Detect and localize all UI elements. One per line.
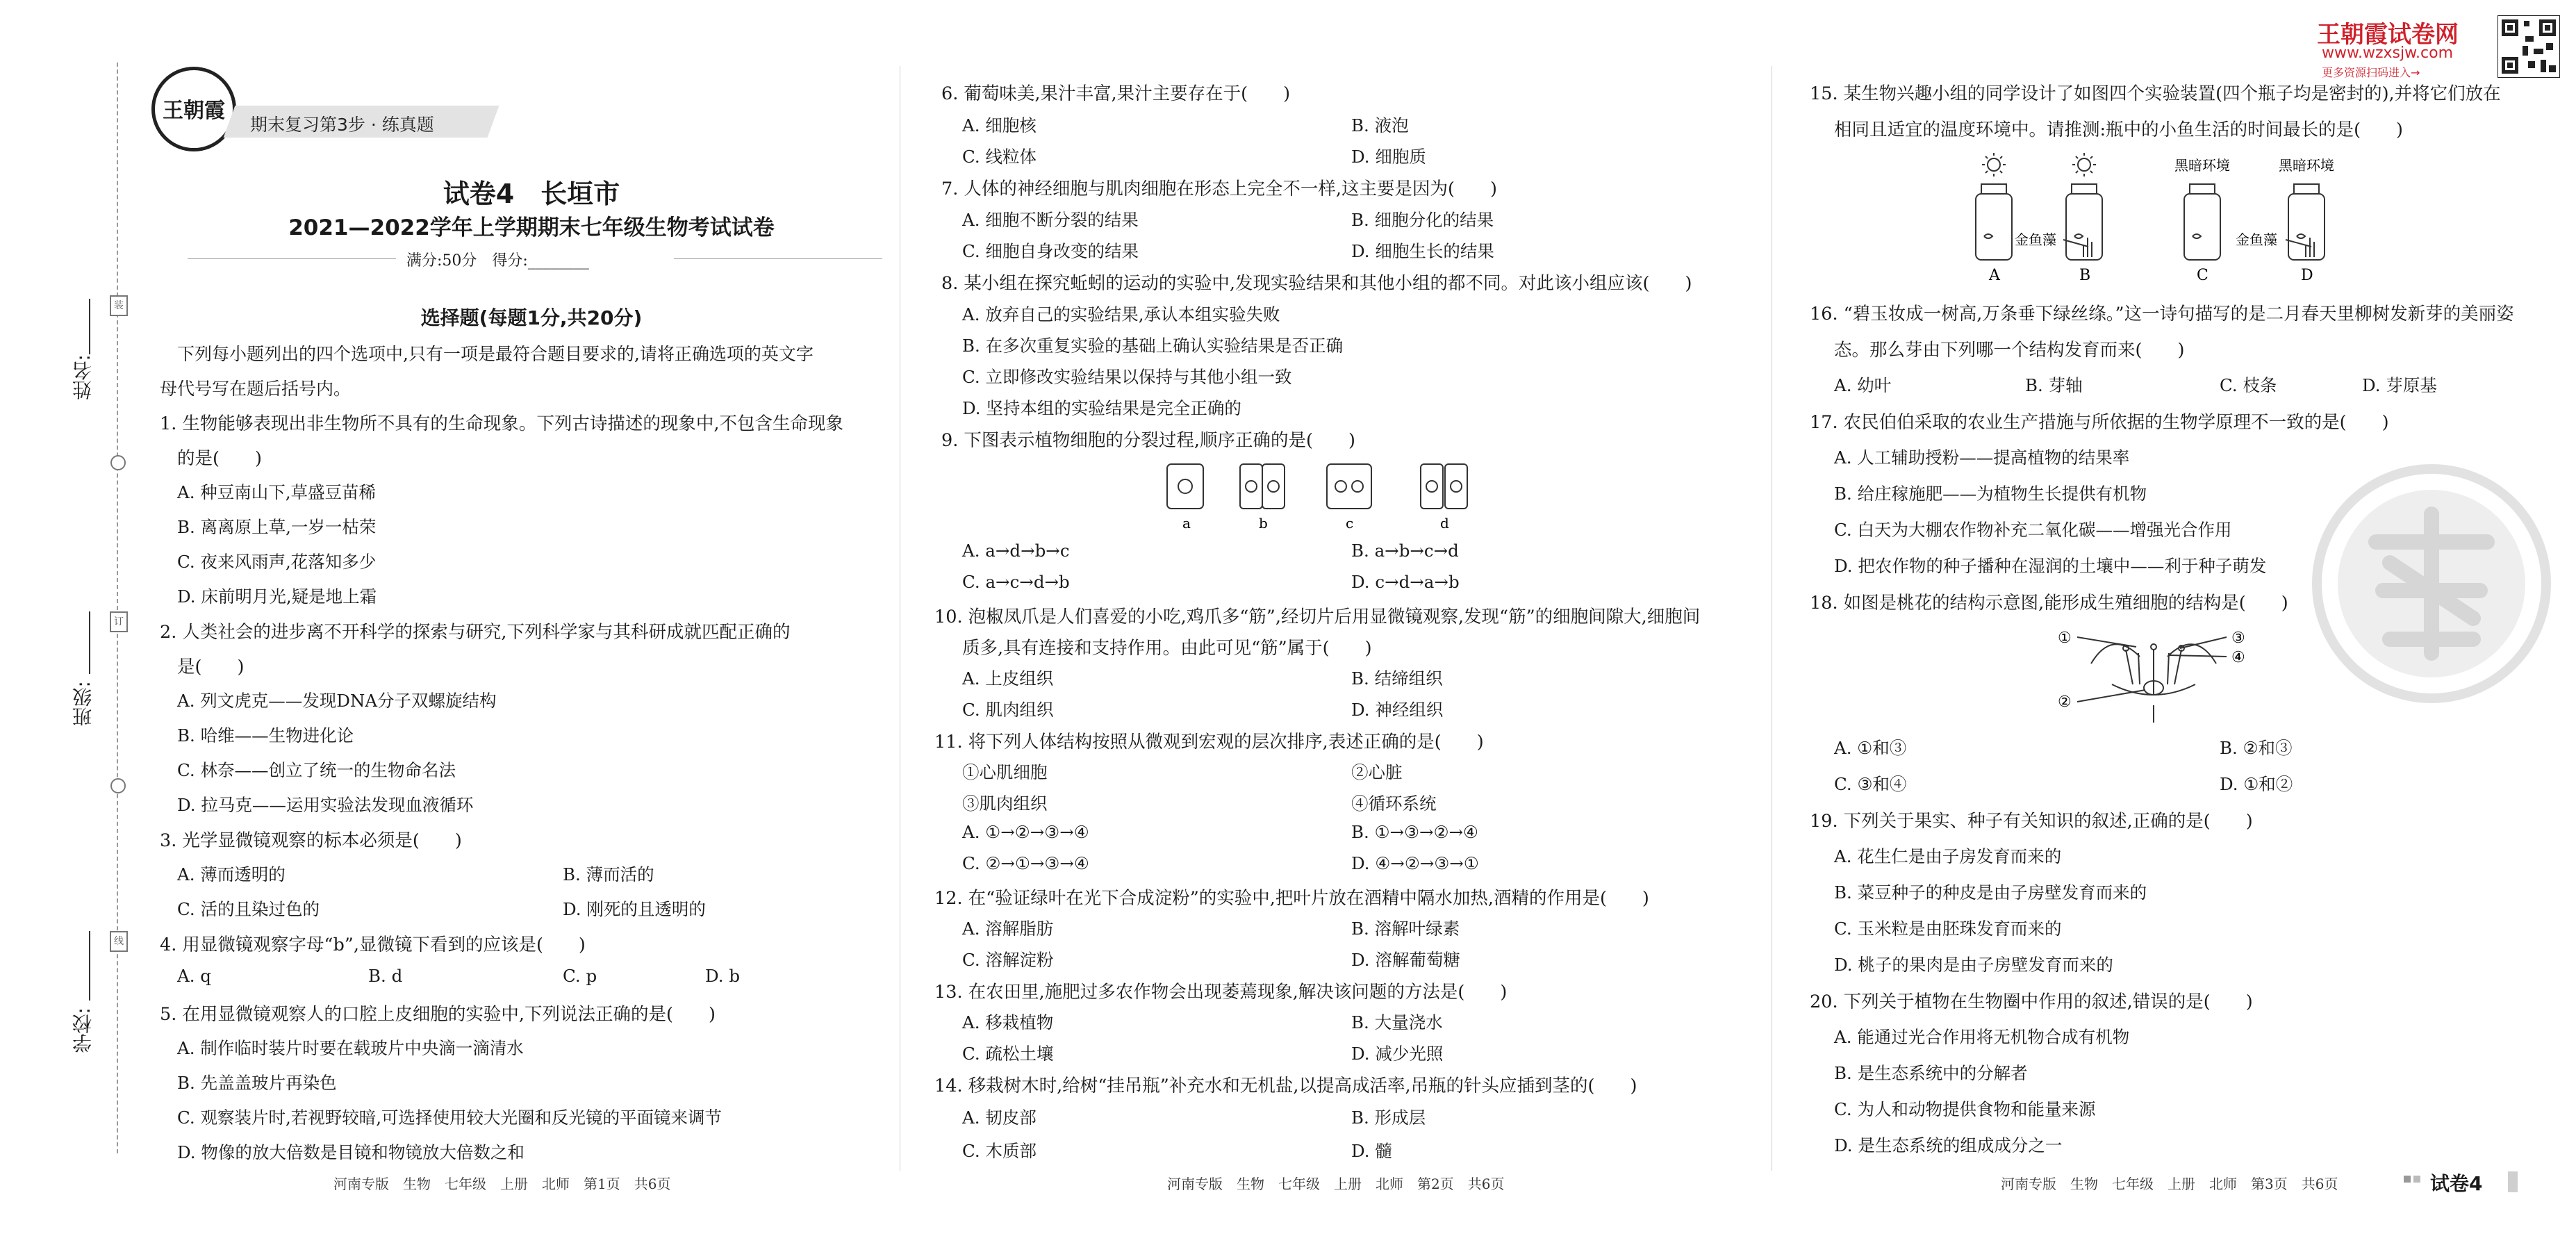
q1-stem: 1. 生物能够表现出非生物所不具有的生命现象。下列古诗描述的现象中,不包含生命现象 — [160, 413, 844, 434]
q15-bottles-figure — [1945, 149, 2473, 288]
bind-mark-2: 订 — [110, 611, 128, 632]
name-label: 姓名: — [72, 354, 94, 400]
q1-option-a[interactable]: A. 种豆南山下,草盛豆苗稀 — [177, 482, 377, 502]
badge-dot — [2413, 1176, 2420, 1183]
q15-dark-label-c: 黑暗环境 — [2174, 157, 2230, 174]
punch-hole — [110, 455, 126, 470]
q18-option-b[interactable]: B. ②和③ — [2220, 738, 2293, 758]
q11-option-a[interactable]: A. ①→②→③→④ — [962, 822, 1089, 842]
q4-stem: 4. 用显微镜观察字母“b”,显微镜下看到的应该是( ) — [160, 935, 586, 955]
score-rule-left — [188, 258, 396, 259]
q15-dark-label-d: 黑暗环境 — [2279, 157, 2334, 174]
q13-option-d[interactable]: D. 减少光照 — [1351, 1044, 1444, 1064]
q7-option-b[interactable]: B. 细胞分化的结果 — [1351, 210, 1494, 230]
q18-option-d[interactable]: D. ①和② — [2220, 774, 2293, 794]
q11-item-4: ④循环系统 — [1351, 793, 1437, 814]
q6-option-b[interactable]: B. 液泡 — [1351, 115, 1409, 135]
q6-option-d[interactable]: D. 细胞质 — [1351, 147, 1426, 167]
site-slogan: 更多资源扫码进入→ — [2322, 66, 2420, 79]
q19-option-c[interactable]: C. 玉米粒是由胚珠发育而来的 — [1834, 919, 2062, 939]
q18-flower-figure — [2049, 622, 2279, 726]
q16-option-b[interactable]: B. 芽轴 — [2025, 375, 2083, 395]
q9-fig-label-b: b — [1259, 515, 1268, 532]
q20-stem: 20. 下列关于植物在生物圈中作用的叙述,错误的是( ) — [1810, 991, 2253, 1012]
q13-stem: 13. 在农田里,施肥过多农作物会出现萎蔫现象,解决该问题的方法是( ) — [934, 982, 1508, 1003]
q12-option-a[interactable]: A. 溶解脂肪 — [962, 919, 1054, 939]
q15-stem: 15. 某生物兴趣小组的同学设计了如图四个实验装置(四个瓶子均是密封的),并将它们放在 — [1810, 83, 2501, 104]
q10-option-c[interactable]: C. 肌肉组织 — [962, 700, 1054, 720]
badge-tab — [2508, 1171, 2518, 1192]
q6-option-c[interactable]: C. 线粒体 — [962, 147, 1037, 167]
name-blank — [89, 299, 90, 354]
q5-option-c[interactable]: C. 观察装片时,若视野较暗,可选择使用较大光圈和反光镜的平面镜来调节 — [177, 1108, 723, 1128]
q13-option-b[interactable]: B. 大量浇水 — [1351, 1012, 1443, 1032]
bottle-a — [1976, 194, 2012, 260]
bind-mark-3: 线 — [110, 931, 128, 952]
q7-option-c[interactable]: C. 细胞自身改变的结果 — [962, 241, 1139, 261]
q18-option-c[interactable]: C. ③和④ — [1834, 774, 1907, 794]
q20-option-d[interactable]: D. 是生态系统的组成成分之一 — [1834, 1135, 2063, 1155]
q7-stem: 7. 人体的神经细胞与肌肉细胞在形态上完全不一样,这主要是因为( ) — [941, 179, 1497, 199]
class-blank — [89, 611, 90, 674]
q17-stem: 17. 农民伯伯采取的农业生产措施与所依据的生物学原理不一致的是( ) — [1810, 412, 2389, 433]
q11-option-c[interactable]: C. ②→①→③→④ — [962, 853, 1089, 873]
q14-option-c[interactable]: C. 木质部 — [962, 1141, 1037, 1161]
q9-option-b[interactable]: B. a→b→c→d — [1351, 541, 1459, 561]
q4-option-d[interactable]: D. b — [705, 966, 741, 986]
section-title: 选择题(每题1分,共20分) — [420, 306, 643, 329]
qr-code-icon[interactable] — [2497, 15, 2560, 78]
q5-option-b[interactable]: B. 先盖盖玻片再染色 — [177, 1073, 337, 1093]
q14-option-a[interactable]: A. 韧皮部 — [962, 1108, 1037, 1128]
q8-stem: 8. 某小组在探究蚯蚓的运动的实验中,发现实验结果和其他小组的都不同。对此该小组应该( ) — [941, 273, 1692, 294]
bottle-d-cap — [2294, 184, 2319, 194]
q10-stem: 10. 泡椒凤爪是人们喜爱的小吃,鸡爪多“筋”,经切片后用显微镜观察,发现“筋”的细胞间隙大,细胞间 — [934, 607, 1701, 627]
pondweed-d — [2306, 238, 2314, 257]
q16-stem: 16. “碧玉妆成一树高,万条垂下绿丝绦。”这一诗句描写的是二月春天里柳树发新芽的美丽姿 — [1810, 304, 2514, 324]
bottle-a-cap — [1981, 184, 2006, 194]
q18-option-a[interactable]: A. ①和③ — [1834, 738, 1907, 758]
bottle-c — [2184, 194, 2220, 260]
q11-option-d[interactable]: D. ④→②→③→① — [1351, 853, 1479, 873]
q10-option-a[interactable]: A. 上皮组织 — [962, 668, 1054, 689]
petal-left — [2091, 644, 2140, 664]
q16-option-d[interactable]: D. 芽原基 — [2362, 375, 2437, 395]
badge-dot — [2404, 1176, 2411, 1183]
q8-option-b[interactable]: B. 在多次重复实验的基础上确认实验结果是否正确 — [962, 336, 1344, 356]
q9-option-a[interactable]: A. a→d→b→c — [962, 541, 1070, 561]
q20-option-a[interactable]: A. 能通过光合作用将无机物合成有机物 — [1834, 1027, 2130, 1047]
q16-stem-cont: 态。那么芽由下列哪一个结构发育而来( ) — [1834, 340, 2185, 361]
q11-stem: 11. 将下列人体结构按照从微观到宏观的层次排序,表述正确的是( ) — [934, 732, 1484, 752]
intro-line-2: 母代号写在题后括号内。 — [160, 379, 352, 399]
q16-option-c[interactable]: C. 枝条 — [2220, 375, 2277, 395]
q15-fig-label-a: A — [1989, 267, 2000, 284]
q6-stem: 6. 葡萄味美,果汁丰富,果汁主要存在于( ) — [941, 83, 1291, 104]
q17-option-a[interactable]: A. 人工辅助授粉——提高植物的结果率 — [1834, 447, 2130, 468]
q18-label-1: ① — [2058, 629, 2072, 647]
bottle-b-cap — [2072, 184, 2097, 194]
q6-option-a[interactable]: A. 细胞核 — [962, 115, 1037, 135]
q9-cell-c — [1327, 464, 1371, 509]
q12-option-b[interactable]: B. 溶解叶绿素 — [1351, 919, 1460, 939]
q4-option-b[interactable]: B. d — [368, 966, 403, 986]
q9-fig-label-d: d — [1440, 515, 1449, 532]
q11-item-3: ③肌肉组织 — [962, 793, 1048, 814]
q3-option-d[interactable]: D. 刚死的且透明的 — [563, 899, 706, 919]
q12-stem: 12. 在“验证绿叶在光下合成淀粉”的实验中,把叶片放在酒精中隔水加热,酒精的作用是( ) — [934, 888, 1649, 909]
q2-stem-cont: 是( ) — [177, 657, 245, 677]
q10-option-b[interactable]: B. 结缔组织 — [1351, 668, 1443, 689]
q17-option-b[interactable]: B. 给庄稼施肥——为植物生长提供有机物 — [1834, 484, 2147, 504]
q17-option-c[interactable]: C. 白天为大棚农作物补充二氧化碳——增强光合作用 — [1834, 520, 2232, 540]
binding-line — [117, 63, 118, 1153]
intro-line-1: 下列每小题列出的四个选项中,只有一项是最符合题目要求的,请将正确选项的英文字 — [177, 344, 814, 364]
score-line: 满分:50分 得分:________ — [406, 252, 589, 270]
q9-fig-label-a: a — [1182, 515, 1191, 532]
paper-badge: 试卷4 — [2430, 1172, 2483, 1195]
q9-cell-division-figure — [1153, 459, 1514, 535]
q9-option-d[interactable]: D. c→d→a→b — [1351, 572, 1460, 592]
q18-stem: 18. 如图是桃花的结构示意图,能形成生殖细胞的结构是( ) — [1810, 593, 2288, 614]
q7-option-a[interactable]: A. 细胞不断分裂的结果 — [962, 210, 1139, 230]
q5-stem: 5. 在用显微镜观察人的口腔上皮细胞的实验中,下列说法正确的是( ) — [160, 1004, 716, 1025]
q10-option-d[interactable]: D. 神经组织 — [1351, 700, 1444, 720]
q1-option-b[interactable]: B. 离离原上草,一岁一枯荣 — [177, 517, 377, 537]
q11-item-2: ②心脏 — [1351, 762, 1403, 782]
school-blank — [89, 931, 90, 1001]
q16-option-a[interactable]: A. 幼叶 — [1834, 375, 1892, 395]
punch-hole — [110, 778, 126, 793]
q9-cell-a — [1167, 464, 1203, 509]
pondweed-b — [2083, 238, 2092, 257]
q2-option-c[interactable]: C. 林奈——创立了统一的生物命名法 — [177, 760, 456, 780]
watermark-seal — [2306, 459, 2557, 709]
q9-cell-d-left — [1421, 464, 1443, 509]
sun-icon — [1988, 158, 2000, 171]
brand-logo — [151, 67, 236, 151]
site-name: 王朝霞试卷网 — [2317, 21, 2459, 49]
q9-stem: 9. 下图表示植物细胞的分裂过程,顺序正确的是( ) — [941, 430, 1355, 451]
q18-label-3: ③ — [2231, 629, 2245, 647]
q14-option-d[interactable]: D. 髓 — [1351, 1141, 1392, 1161]
q2-stem: 2. 人类社会的进步离不开科学的探索与研究,下列科学家与其科研成就匹配正确的 — [160, 622, 791, 643]
bind-mark-1: 装 — [110, 295, 128, 316]
q3-stem: 3. 光学显微镜观察的标本必须是( ) — [160, 830, 462, 851]
q1-option-c[interactable]: C. 夜来风雨声,花落知多少 — [177, 552, 377, 572]
q19-stem: 19. 下列关于果实、种子有关知识的叙述,正确的是( ) — [1810, 811, 2253, 832]
school-label: 学校: — [72, 1007, 94, 1053]
q12-option-d[interactable]: D. 溶解葡萄糖 — [1351, 950, 1460, 970]
q7-option-d[interactable]: D. 细胞生长的结果 — [1351, 241, 1494, 261]
q9-cell-d-right — [1445, 464, 1467, 509]
sun-icon — [2078, 158, 2090, 171]
q11-option-b[interactable]: B. ①→③→②→④ — [1351, 822, 1479, 842]
q15-fig-label-c: C — [2197, 267, 2208, 284]
ribbon-text: 期末复习第3步 · 练真题 — [250, 115, 434, 135]
bottle-c-cap — [2190, 184, 2215, 194]
q11-item-1: ①心肌细胞 — [962, 762, 1048, 782]
q20-option-c[interactable]: C. 为人和动物提供食物和能量来源 — [1834, 1099, 2096, 1119]
site-url[interactable]: www.wzxsjw.com — [2322, 44, 2454, 62]
footer-page-3: 河南专版 生物 七年级 上册 北师 第3页 共6页 — [2001, 1176, 2338, 1192]
q14-stem: 14. 移栽树木时,给树“挂吊瓶”补充水和无机盐,以提高成活率,吊瓶的针头应插到茎的( ) — [934, 1076, 1637, 1096]
q1-option-d[interactable]: D. 床前明月光,疑是地上霜 — [177, 586, 377, 607]
q15-fig-label-b: B — [2079, 267, 2091, 284]
q15-weed-label-d: 金鱼藻 — [2236, 231, 2277, 248]
q5-option-d[interactable]: D. 物像的放大倍数是目镜和物镜放大倍数之和 — [177, 1142, 525, 1162]
q2-option-d[interactable]: D. 拉马克——运用实验法发现血液循环 — [177, 795, 474, 815]
q13-option-a[interactable]: A. 移栽植物 — [962, 1012, 1054, 1032]
q1-stem-cont: 的是( ) — [177, 448, 262, 469]
q4-option-a[interactable]: A. q — [177, 966, 211, 986]
q15-weed-label-b: 金鱼藻 — [2015, 231, 2056, 248]
q9-cell-b-left — [1240, 464, 1262, 509]
q4-option-c[interactable]: C. p — [563, 966, 597, 986]
q9-fig-label-c: c — [1346, 515, 1354, 532]
q3-option-b[interactable]: B. 薄而活的 — [563, 864, 654, 884]
q12-option-c[interactable]: C. 溶解淀粉 — [962, 950, 1054, 970]
q9-cell-b-right — [1262, 464, 1285, 509]
q2-option-a[interactable]: A. 列文虎克——发现DNA分子双螺旋结构 — [177, 691, 497, 711]
q19-option-a[interactable]: A. 花生仁是由子房发育而来的 — [1834, 846, 2062, 866]
q3-option-a[interactable]: A. 薄而透明的 — [177, 864, 286, 884]
paper-subtitle: 2021—2022学年上学期期末七年级生物考试试卷 — [288, 215, 775, 240]
q9-cell-a-nucleus — [1178, 479, 1192, 493]
q18-label-2: ② — [2058, 693, 2072, 711]
q14-option-b[interactable]: B. 形成层 — [1351, 1108, 1426, 1128]
class-label: 班级: — [72, 681, 94, 727]
q5-option-a[interactable]: A. 制作临时装片时要在载玻片中央滴一滴清水 — [177, 1038, 524, 1058]
q13-option-c[interactable]: C. 疏松土壤 — [962, 1044, 1054, 1064]
q8-option-a[interactable]: A. 放弃自己的实验结果,承认本组实验失败 — [962, 304, 1280, 324]
q8-option-d[interactable]: D. 坚持本组的实验结果是完全正确的 — [962, 398, 1241, 418]
brand-logo-text: 王朝霞 — [163, 99, 225, 123]
q10-stem-cont: 质多,具有连接和支持作用。由此可见“筋”属于( ) — [962, 638, 1372, 659]
q17-option-d[interactable]: D. 把农作物的种子播种在湿润的土壤中——利于种子萌发 — [1834, 556, 2267, 576]
footer-page-2: 河南专版 生物 七年级 上册 北师 第2页 共6页 — [1167, 1176, 1505, 1192]
footer-page-1: 河南专版 生物 七年级 上册 北师 第1页 共6页 — [333, 1176, 671, 1192]
q18-label-4: ④ — [2231, 649, 2245, 666]
q15-stem-cont: 相同且适宜的温度环境中。请推测:瓶中的小鱼生活的时间最长的是( ) — [1834, 120, 2403, 140]
score-rule-right — [674, 258, 882, 259]
q8-option-c[interactable]: C. 立即修改实验结果以保持与其他小组一致 — [962, 367, 1292, 387]
q20-option-b[interactable]: B. 是生态系统中的分解者 — [1834, 1063, 2028, 1083]
q2-option-b[interactable]: B. 哈维——生物进化论 — [177, 725, 354, 746]
q15-fig-label-d: D — [2301, 267, 2313, 284]
q19-option-b[interactable]: B. 菜豆种子的种皮是由子房壁发育而来的 — [1834, 882, 2147, 903]
petal-right — [2168, 644, 2216, 664]
q3-option-c[interactable]: C. 活的且染过色的 — [177, 899, 320, 919]
q9-option-c[interactable]: C. a→c→d→b — [962, 572, 1070, 592]
paper-title: 试卷4 长垣市 — [443, 179, 620, 209]
q19-option-d[interactable]: D. 桃子的果肉是由子房壁发育而来的 — [1834, 955, 2113, 975]
